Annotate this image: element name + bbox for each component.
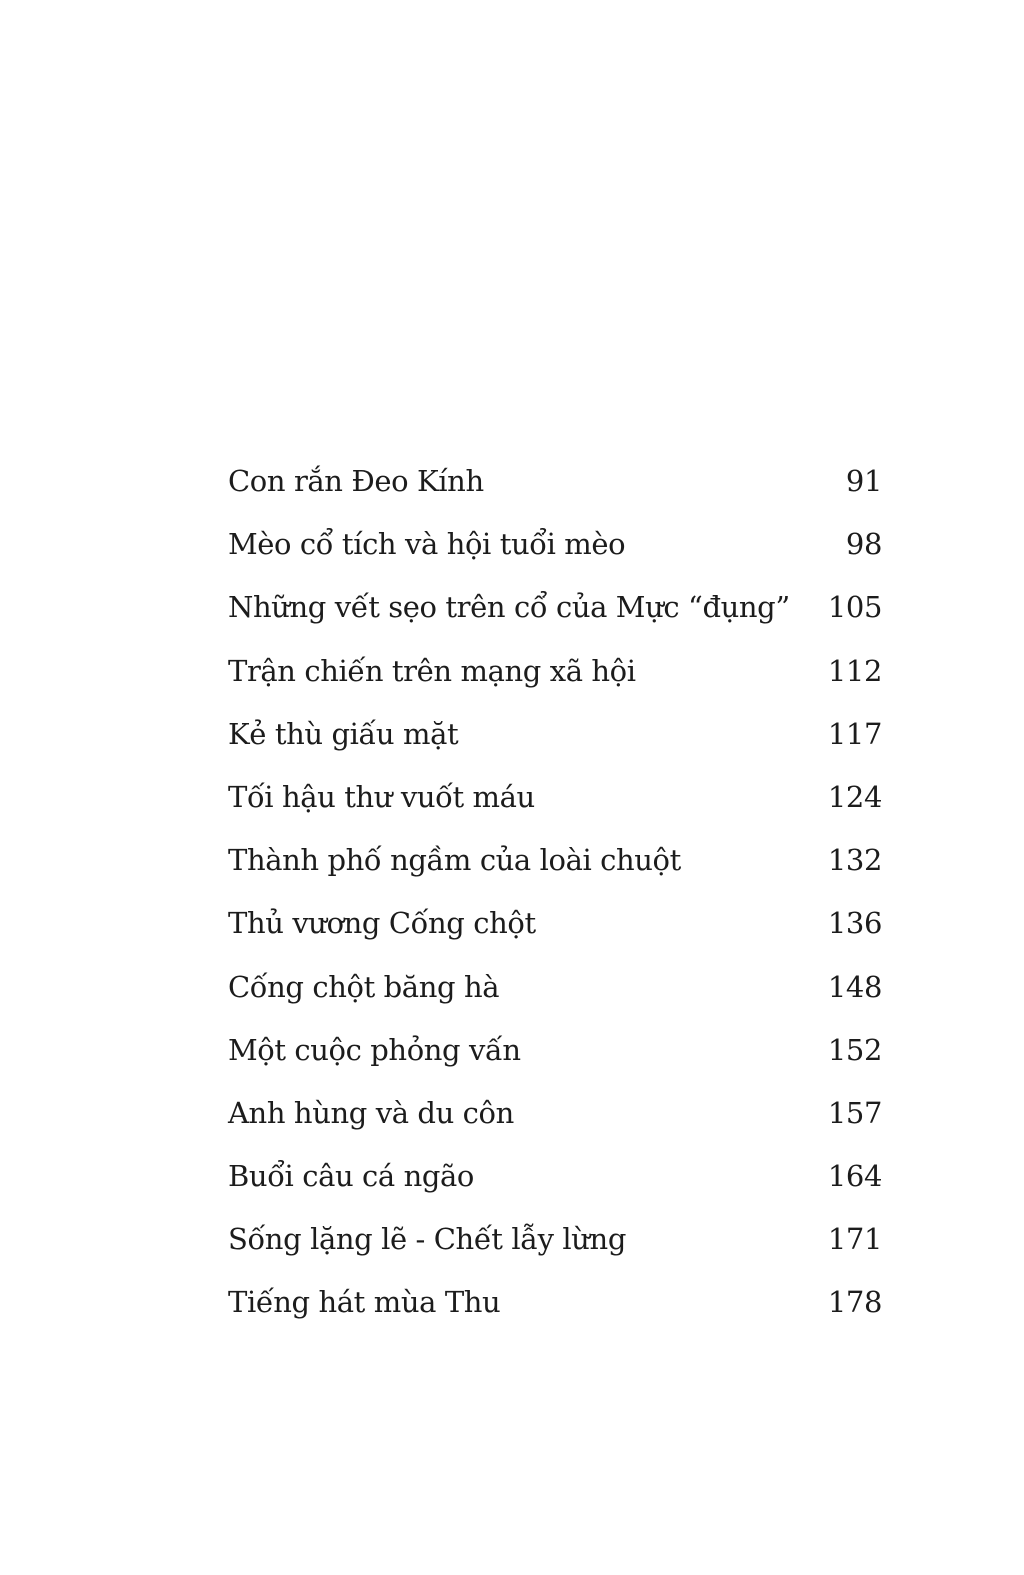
toc-entry	[228, 834, 882, 897]
toc-entry-page-number: 98	[845, 527, 882, 562]
toc-entry-title: Mèo cổ tích và hội tuổi mèo	[228, 527, 626, 562]
toc-entry-title: Một cuộc phỏng vấn	[228, 1032, 521, 1067]
toc-entry	[228, 518, 882, 581]
toc-entry	[228, 708, 882, 771]
toc-entry-title: Trận chiến trên mạng xã hội	[228, 653, 636, 688]
toc-entry-title: Kẻ thù giấu mặt	[228, 716, 459, 751]
toc-entry-page-number: 112	[827, 653, 882, 688]
toc-entry	[228, 961, 882, 1024]
toc-entry-title: Tối hậu thư vuốt máu	[228, 779, 535, 814]
toc-entry-page-number: 124	[827, 779, 882, 814]
toc-entry-page-number: 136	[827, 906, 882, 941]
toc-entry-title: Thủ vương Cống chột	[228, 906, 536, 941]
toc-entry	[228, 1150, 882, 1213]
toc-entry-title: Sống lặng lẽ - Chết lẫy lừng	[228, 1222, 626, 1257]
toc-entry-page-number: 132	[827, 843, 882, 878]
toc-entry-page-number: 164	[827, 1159, 882, 1194]
toc-entry-page-number: 148	[827, 969, 882, 1004]
toc-entry	[228, 1213, 882, 1276]
toc-entry-title: Thành phố ngầm của loài chuột	[228, 843, 681, 878]
table-of-contents	[228, 455, 882, 1340]
toc-entry	[228, 1276, 882, 1339]
toc-entry-page-number: 178	[827, 1285, 882, 1320]
toc-entry-title: Anh hùng và du côn	[228, 1095, 514, 1130]
toc-entry-title: Cống chột băng hà	[228, 969, 500, 1004]
toc-entry-page-number: 152	[827, 1032, 882, 1067]
toc-entry	[228, 645, 882, 708]
toc-entry	[228, 455, 882, 518]
toc-entry-title: Con rắn Đeo Kính	[228, 464, 484, 498]
toc-entry-page-number: 157	[827, 1095, 882, 1130]
toc-entry-title: Những vết sẹo trên cổ của Mực “đụng”	[228, 590, 790, 625]
toc-entry-page-number: 105	[827, 590, 882, 625]
toc-entry-page-number: 171	[827, 1222, 882, 1257]
toc-entry	[228, 771, 882, 834]
toc-entry	[228, 897, 882, 960]
toc-entry	[228, 581, 882, 644]
toc-entry-page-number: 117	[827, 716, 882, 751]
toc-entry	[228, 1087, 882, 1150]
toc-entry-page-number: 91	[845, 464, 882, 498]
toc-entry-title: Buổi câu cá ngão	[228, 1159, 474, 1194]
toc-entry-title: Tiếng hát mùa Thu	[228, 1285, 501, 1320]
toc-entry	[228, 1024, 882, 1087]
